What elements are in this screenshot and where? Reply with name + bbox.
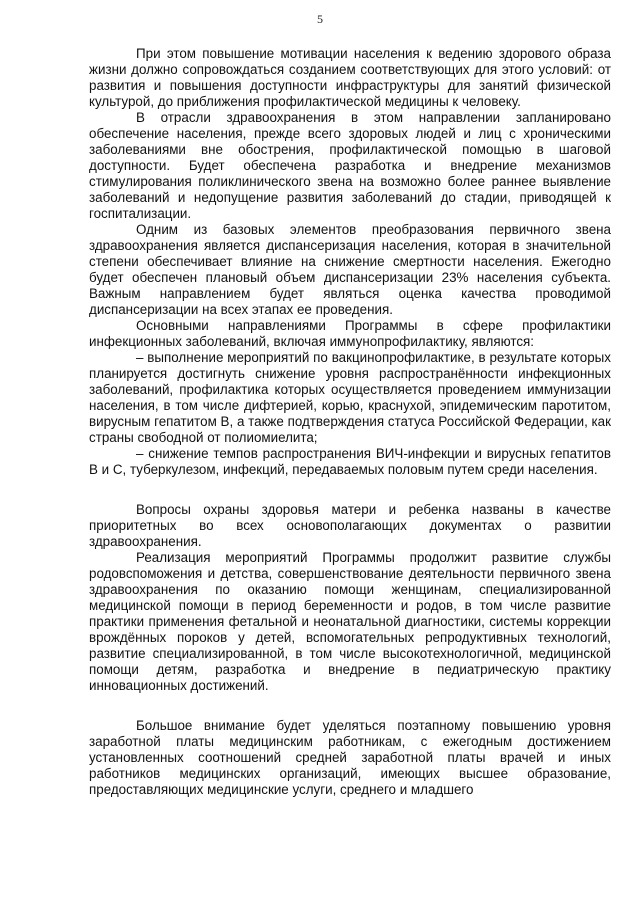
paragraph-infection-directions: Основными направлениями Программы в сфере профилактики инфекционных заболеваний, включая иммунопрофилактику, являются: [89, 318, 611, 349]
paragraph-healthcare-prevention: В отрасли здравоохранения в этом направлении запланировано обеспечение населения, прежде всего здоровых людей и лиц с хроническими заболеваниями вне обострения, профилактической помощью в шаговой доступности. Будет обеспечена разработка и внедрение механизмов стимулирования поликлинического звена на возможно более раннее выявление заболеваний и недопущение развития заболеваний до стадии, приводящей к госпитализации. [89, 110, 611, 221]
paragraph-motivation: При этом повышение мотивации населения к ведению здорового образа жизни должно сопровождаться созданием соответствующих для этого условий: от развития и повышения доступности инфраструктуры для занятий физической культурой, до приближения профилактической медицины к человеку. [89, 46, 611, 109]
paragraph-salary: Большое внимание будет уделяться поэтапному повышению уровня заработной платы медицинским работникам, с ежегодным достижением установленных соотношений средней заработной платы врачей и иных работников медицинских организаций, имеющих высшее образование, предоставляющих медицинские услуги, среднего и младшего [89, 718, 611, 797]
list-item-hiv: – снижение темпов распространения ВИЧ-инфекции и вирусных гепатитов В и С, туберкулезом, инфекций, передаваемых половым путем среди населения. [89, 446, 611, 477]
paragraph-dispensarization: Одним из базовых элементов преобразования первичного звена здравоохранения является диспансеризация населения, которая в значительной степени обеспечивает влияние на снижение смертности населения. Ежегодно будет обеспечен плановый объем диспансеризации 23% населения субъекта. Важным направлением будет являться оценка качества проводимой диспансеризации на всех этапах ее проведения. [89, 222, 611, 317]
paragraph-program-implementation: Реализация мероприятий Программы продолжит развитие службы родовспоможения и детства, совершенствование деятельности первичного звена здравоохранения по оказанию помощи женщинам, специализированной медицинской помощи в период беременности и родов, в том числе развитие практики применения фетальной и неонатальной диагностики, системы коррекции врождённых пороков у детей, вспомогательных репродуктивных технологий, развитие специализированной, в том числе высокотехнологичной, медицинской помощи детям, разработка и внедрение в педиатрическую практику инновационных достижений. [89, 550, 611, 693]
paragraph-mother-child: Вопросы охраны здоровья матери и ребенка названы в качестве приоритетных во всех основополагающих документах о развитии здравоохранения. [89, 502, 611, 549]
list-item-vaccination: – выполнение мероприятий по вакцинопрофилактике, в результате которых планируется достигнуть снижение уровня распространённости инфекционных заболеваний, профилактика которых осуществляется проведением иммунизации населения, в том числе дифтерией, корью, краснухой, эпидемическим паротитом, вирусным гепатитом В, а также подтверждения статуса Российской Федерации, как страны свободной от полиомиелита; [89, 350, 611, 445]
page-number: 5 [317, 12, 323, 26]
document-body [89, 46, 611, 798]
